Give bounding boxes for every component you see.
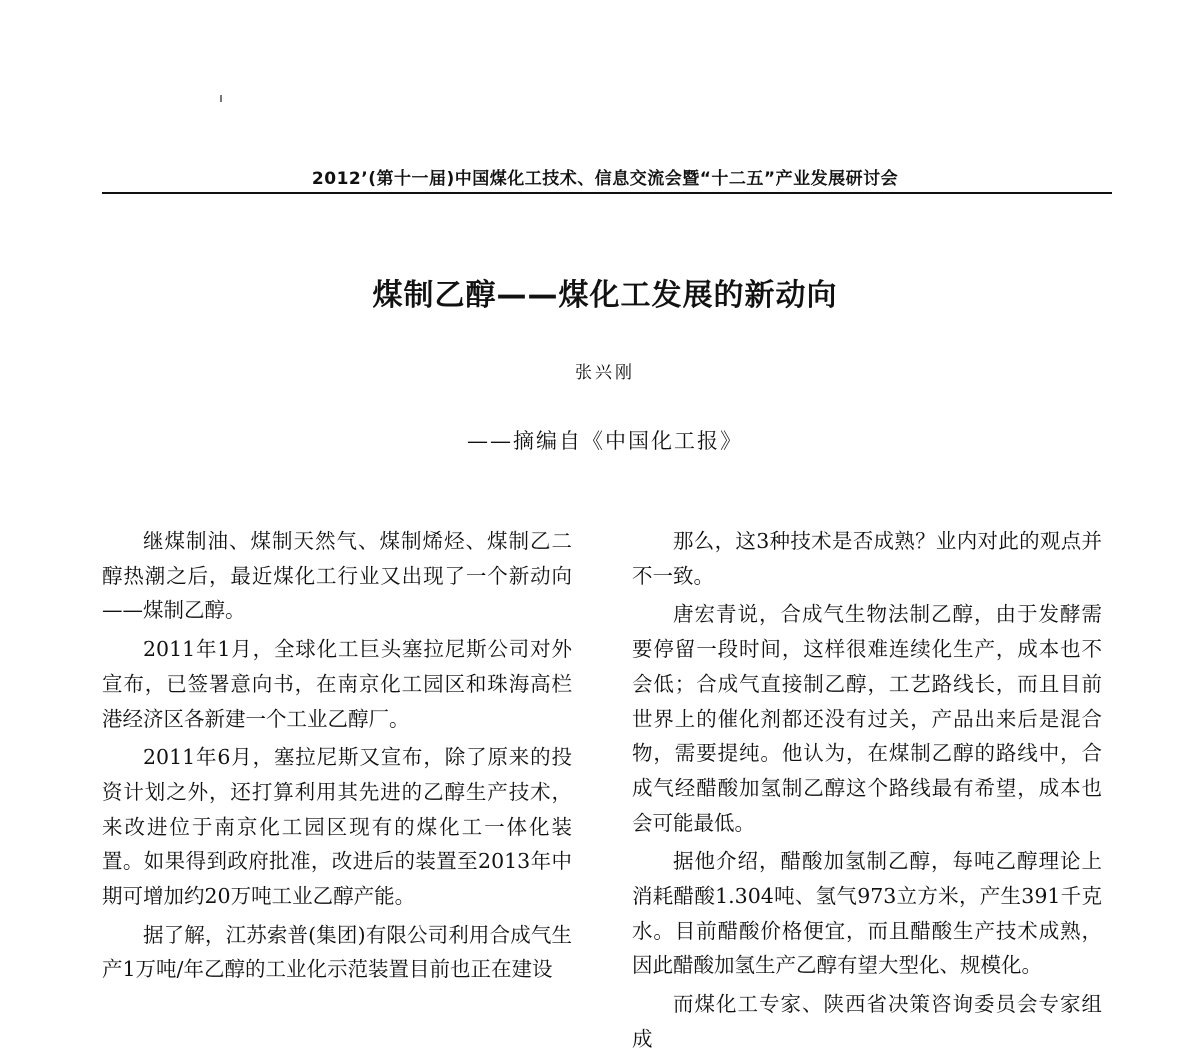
author-name: 张兴刚: [575, 363, 635, 383]
paragraph: 而煤化工专家、陕西省决策咨询委员会专家组成: [632, 992, 1102, 1051]
scan-artifact: [220, 95, 222, 102]
article-title: 煤制乙醇——煤化工发展的新动向: [372, 278, 838, 313]
right-column: [632, 524, 1102, 1061]
source-attribution: ——摘编自《中国化工报》: [467, 429, 743, 453]
running-header: 2012’(第十一届)中国煤化工技术、信息交流会暨“十二五”产业发展研讨会: [311, 169, 899, 189]
paragraph: 2011年6月，塞拉尼斯又宣布，除了原来的投资计划之外，还打算利用其先进的乙醇生产技术，来改进位于南京化工园区现有的煤化工一体化装置。如果得到政府批准，改进后的装置至2013年中期可增加约20万吨工业乙醇产能。: [102, 745, 572, 909]
paragraph: 那么，这3种技术是否成熟？业内对此的观点并不一致。: [632, 529, 1102, 588]
header-rule: [102, 192, 1112, 194]
paragraph: 2011年1月，全球化工巨头塞拉尼斯公司对外宣布，已签署意向书，在南京化工园区和珠海高栏港经济区各新建一个工业乙醇厂。: [102, 637, 572, 731]
paragraph: 继煤制油、煤制天然气、煤制烯烃、煤制乙二醇热潮之后，最近煤化工行业又出现了一个新动向——煤制乙醇。: [102, 529, 572, 623]
paragraph: 唐宏青说，合成气生物法制乙醇，由于发酵需要停留一段时间，这样很难连续化生产，成本也不会低；合成气直接制乙醇，工艺路线长，而且目前世界上的催化剂都还没有过关，产品出来后是混合物，需要提纯。他认为，在煤制乙醇的路线中，合成气经醋酸加氢制乙醇这个路线最有希望，成本也会可能最低。: [632, 602, 1102, 835]
paragraph: 据了解，江苏索普(集团)有限公司利用合成气生产1万吨/年乙醇的工业化示范装置目前也正在建设: [102, 922, 572, 982]
left-column: [102, 524, 572, 991]
paragraph: 据他介绍，醋酸加氢制乙醇，每吨乙醇理论上消耗醋酸1.304吨、氢气973立方米，产生391千克水。目前醋酸价格便宜，而且醋酸生产技术成熟，因此醋酸加氢生产乙醇有望大型化、规模化。: [632, 849, 1102, 978]
